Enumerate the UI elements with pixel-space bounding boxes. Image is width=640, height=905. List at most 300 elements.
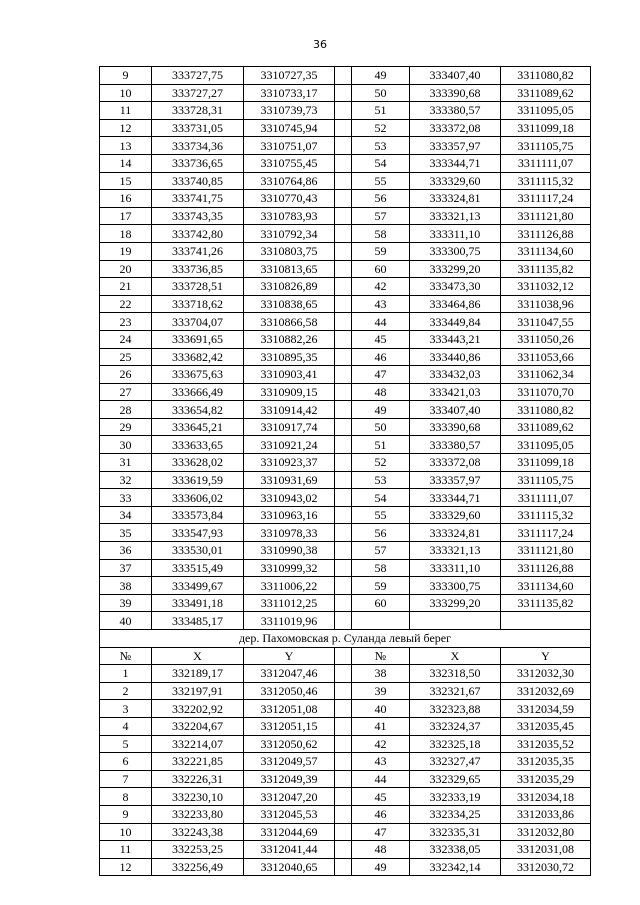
point-number-cell: 50 [352, 418, 410, 436]
point-number-cell: 47 [352, 823, 410, 841]
y-coordinate-cell: 3310963,16 [244, 506, 335, 524]
x-coordinate-cell: 332329,65 [410, 770, 501, 788]
x-coordinate-cell: 333357,97 [410, 137, 501, 155]
point-number-cell: 53 [352, 137, 410, 155]
gap-cell [335, 401, 352, 419]
point-number-cell: 39 [352, 682, 410, 700]
point-number-cell: 26 [100, 366, 152, 384]
point-number-cell: 58 [352, 559, 410, 577]
x-coordinate-cell: 332318,50 [410, 665, 501, 683]
gap-cell [335, 665, 352, 683]
x-coordinate-cell: 333742,80 [152, 225, 244, 243]
x-coordinate-cell: 333421,03 [410, 383, 501, 401]
point-number-cell: 2 [100, 682, 152, 700]
point-number-cell: 14 [100, 154, 152, 172]
point-number-cell: 3 [100, 700, 152, 718]
x-coordinate-cell: 333682,42 [152, 348, 244, 366]
table-row [100, 524, 591, 542]
x-coordinate-cell: 333449,84 [410, 313, 501, 331]
gap-cell [335, 172, 352, 190]
point-number-cell: 12 [100, 858, 152, 876]
table-row [100, 348, 591, 366]
table-row [100, 119, 591, 137]
point-number-cell: 38 [100, 577, 152, 595]
point-number-cell: 11 [100, 841, 152, 859]
y-coordinate-cell: 3311099,18 [501, 119, 591, 137]
y-coordinate-cell: 3310931,69 [244, 471, 335, 489]
gap-cell [335, 524, 352, 542]
x-coordinate-cell: 333619,59 [152, 471, 244, 489]
y-coordinate-cell: 3312051,08 [244, 700, 335, 718]
x-coordinate-cell: 333329,60 [410, 506, 501, 524]
table-row [100, 665, 591, 683]
table-row [100, 154, 591, 172]
x-coordinate-cell: 333743,35 [152, 207, 244, 225]
gap-cell [335, 242, 352, 260]
x-coordinate-cell: 333372,08 [410, 454, 501, 472]
gap-cell [335, 313, 352, 331]
x-coordinate-cell: 333734,36 [152, 137, 244, 155]
x-coordinate-cell: 333628,02 [152, 454, 244, 472]
x-coordinate-cell: 333736,65 [152, 154, 244, 172]
x-coordinate-cell: 332202,92 [152, 700, 244, 718]
y-coordinate-cell: 3311115,32 [501, 506, 591, 524]
point-number-cell: 11 [100, 102, 152, 120]
table-row [100, 471, 591, 489]
y-coordinate-cell: 3310978,33 [244, 524, 335, 542]
point-number-cell: 20 [100, 260, 152, 278]
x-coordinate-cell: 333731,05 [152, 119, 244, 137]
point-number-cell: 43 [352, 753, 410, 771]
y-coordinate-cell: 3312033,86 [501, 805, 591, 823]
gap-cell [335, 366, 352, 384]
table-row [100, 788, 591, 806]
table-row [100, 559, 591, 577]
point-number-cell: 59 [352, 242, 410, 260]
table-row [100, 823, 591, 841]
y-coordinate-cell: 3311070,70 [501, 383, 591, 401]
table-row [100, 366, 591, 384]
x-coordinate-cell: 333344,71 [410, 489, 501, 507]
y-coordinate-cell: 3310764,86 [244, 172, 335, 190]
point-number-cell: 52 [352, 454, 410, 472]
x-coordinate-cell: 333704,07 [152, 313, 244, 331]
point-number-cell: 1 [100, 665, 152, 683]
x-coordinate-cell: 332230,10 [152, 788, 244, 806]
x-coordinate-cell: 333440,86 [410, 348, 501, 366]
gap-cell [335, 295, 352, 313]
table-row [100, 841, 591, 859]
point-number-cell: 23 [100, 313, 152, 331]
gap-cell [335, 559, 352, 577]
y-coordinate-cell: 3311135,82 [501, 260, 591, 278]
table-row [100, 682, 591, 700]
y-coordinate-cell: 3311121,80 [501, 207, 591, 225]
point-number-cell: 59 [352, 577, 410, 595]
point-number-cell: 6 [100, 753, 152, 771]
y-coordinate-cell: 3311012,25 [244, 594, 335, 612]
table-row [100, 436, 591, 454]
point-number-cell: 7 [100, 770, 152, 788]
gap-cell [335, 506, 352, 524]
table-row [100, 260, 591, 278]
x-coordinate-cell: 332197,91 [152, 682, 244, 700]
y-coordinate-cell: 3310733,17 [244, 84, 335, 102]
y-coordinate-cell: 3312030,72 [501, 858, 591, 876]
gap-cell [335, 330, 352, 348]
table-row [100, 542, 591, 560]
gap-cell [335, 489, 352, 507]
y-coordinate-cell: 3311135,82 [501, 594, 591, 612]
table-row [100, 735, 591, 753]
x-coordinate-cell: 333728,31 [152, 102, 244, 120]
x-coordinate-cell: 332243,38 [152, 823, 244, 841]
x-coordinate-cell: 332333,19 [410, 788, 501, 806]
y-coordinate-cell: 3311080,82 [501, 67, 591, 85]
x-coordinate-cell: 332323,88 [410, 700, 501, 718]
point-number-cell: 30 [100, 436, 152, 454]
y-coordinate-cell: 3311111,07 [501, 489, 591, 507]
table-row [100, 594, 591, 612]
point-number-cell: 29 [100, 418, 152, 436]
x-coordinate-cell: 333300,75 [410, 242, 501, 260]
y-coordinate-cell: 3311117,24 [501, 524, 591, 542]
y-coordinate-cell: 3312035,45 [501, 717, 591, 735]
x-coordinate-cell: 333321,13 [410, 542, 501, 560]
point-number-cell: 9 [100, 67, 152, 85]
y-coordinate-cell: 3311095,05 [501, 102, 591, 120]
table-row [100, 102, 591, 120]
point-number-cell: 55 [352, 506, 410, 524]
point-number-cell: 60 [352, 594, 410, 612]
table-row [100, 858, 591, 876]
y-coordinate-cell: 3312035,29 [501, 770, 591, 788]
x-coordinate-cell: 333464,86 [410, 295, 501, 313]
point-number-cell: 40 [352, 700, 410, 718]
y-coordinate-cell: 3312035,52 [501, 735, 591, 753]
gap-cell [335, 278, 352, 296]
page-number: 36 [313, 38, 327, 51]
y-coordinate-cell: 3310866,58 [244, 313, 335, 331]
coordinates-table-body [100, 67, 591, 876]
point-number-cell: 9 [100, 805, 152, 823]
point-number-cell: 46 [352, 348, 410, 366]
gap-cell [335, 805, 352, 823]
point-number-cell: 19 [100, 242, 152, 260]
y-coordinate-cell: 3310923,37 [244, 454, 335, 472]
y-coordinate-cell: 3310770,43 [244, 190, 335, 208]
y-coordinate-cell: 3312044,69 [244, 823, 335, 841]
x-coordinate-cell: 332324,37 [410, 717, 501, 735]
gap-cell [335, 682, 352, 700]
table-row [100, 330, 591, 348]
point-number-cell: 51 [352, 102, 410, 120]
y-coordinate-cell [501, 612, 591, 630]
x-coordinate-cell: 333390,68 [410, 418, 501, 436]
gap-cell [335, 542, 352, 560]
x-coordinate-cell: 333407,40 [410, 401, 501, 419]
gap-cell [335, 383, 352, 401]
point-number-cell: 43 [352, 295, 410, 313]
y-coordinate-cell: 3312032,69 [501, 682, 591, 700]
y-coordinate-cell: 3311121,80 [501, 542, 591, 560]
table-row [100, 717, 591, 735]
x-coordinate-cell: 333299,20 [410, 594, 501, 612]
y-coordinate-cell: 3312047,46 [244, 665, 335, 683]
column-header: № [352, 647, 410, 665]
x-coordinate-cell: 333727,75 [152, 67, 244, 85]
x-coordinate-cell: 333324,81 [410, 190, 501, 208]
y-coordinate-cell: 3311089,62 [501, 418, 591, 436]
x-coordinate-cell: 333633,65 [152, 436, 244, 454]
table-row [100, 242, 591, 260]
point-number-cell: 37 [100, 559, 152, 577]
x-coordinate-cell: 333740,85 [152, 172, 244, 190]
x-coordinate-cell: 332342,14 [410, 858, 501, 876]
y-coordinate-cell: 3312032,30 [501, 665, 591, 683]
y-coordinate-cell: 3311080,82 [501, 401, 591, 419]
x-coordinate-cell: 333491,18 [152, 594, 244, 612]
gap-cell [335, 700, 352, 718]
point-number-cell: 45 [352, 788, 410, 806]
gap-cell [335, 841, 352, 859]
gap-cell [335, 137, 352, 155]
y-coordinate-cell: 3310882,26 [244, 330, 335, 348]
table-row [100, 489, 591, 507]
gap-cell [335, 577, 352, 595]
point-number-cell: 35 [100, 524, 152, 542]
table-row [100, 805, 591, 823]
point-number-cell: 10 [100, 823, 152, 841]
y-coordinate-cell: 3311111,07 [501, 154, 591, 172]
point-number-cell: 42 [352, 278, 410, 296]
y-coordinate-cell: 3310813,65 [244, 260, 335, 278]
point-number-cell: 24 [100, 330, 152, 348]
x-coordinate-cell: 332335,31 [410, 823, 501, 841]
point-number-cell: 47 [352, 366, 410, 384]
column-header: X [410, 647, 501, 665]
point-number-cell: 50 [352, 84, 410, 102]
gap-cell [335, 225, 352, 243]
table-header-row [100, 647, 591, 665]
gap-cell [335, 647, 352, 665]
y-coordinate-cell: 3312032,80 [501, 823, 591, 841]
x-coordinate-cell: 333300,75 [410, 577, 501, 595]
gap-cell [335, 770, 352, 788]
point-number-cell: 17 [100, 207, 152, 225]
y-coordinate-cell: 3310745,94 [244, 119, 335, 137]
x-coordinate-cell: 333530,01 [152, 542, 244, 560]
point-number-cell [352, 612, 410, 630]
x-coordinate-cell: 333473,30 [410, 278, 501, 296]
point-number-cell: 58 [352, 225, 410, 243]
y-coordinate-cell: 3311134,60 [501, 577, 591, 595]
y-coordinate-cell: 3310739,73 [244, 102, 335, 120]
table-row [100, 278, 591, 296]
point-number-cell: 32 [100, 471, 152, 489]
x-coordinate-cell: 333573,84 [152, 506, 244, 524]
point-number-cell: 8 [100, 788, 152, 806]
y-coordinate-cell: 3311105,75 [501, 471, 591, 489]
x-coordinate-cell: 333606,02 [152, 489, 244, 507]
gap-cell [335, 260, 352, 278]
table-row [100, 454, 591, 472]
x-coordinate-cell: 332189,17 [152, 665, 244, 683]
point-number-cell: 21 [100, 278, 152, 296]
gap-cell [335, 84, 352, 102]
gap-cell [335, 418, 352, 436]
x-coordinate-cell: 333675,63 [152, 366, 244, 384]
y-coordinate-cell: 3312040,65 [244, 858, 335, 876]
y-coordinate-cell: 3312041,44 [244, 841, 335, 859]
point-number-cell: 4 [100, 717, 152, 735]
table-row [100, 190, 591, 208]
y-coordinate-cell: 3311050,26 [501, 330, 591, 348]
point-number-cell: 49 [352, 401, 410, 419]
y-coordinate-cell: 3310803,75 [244, 242, 335, 260]
gap-cell [335, 858, 352, 876]
x-coordinate-cell: 332204,67 [152, 717, 244, 735]
gap-cell [335, 190, 352, 208]
y-coordinate-cell: 3312049,39 [244, 770, 335, 788]
point-number-cell: 38 [352, 665, 410, 683]
table-row [100, 612, 591, 630]
gap-cell [335, 753, 352, 771]
table-row [100, 506, 591, 524]
y-coordinate-cell: 3311095,05 [501, 436, 591, 454]
y-coordinate-cell: 3310826,89 [244, 278, 335, 296]
point-number-cell: 56 [352, 524, 410, 542]
table-row [100, 67, 591, 85]
gap-cell [335, 823, 352, 841]
table-row [100, 577, 591, 595]
y-coordinate-cell: 3310903,41 [244, 366, 335, 384]
x-coordinate-cell: 333645,21 [152, 418, 244, 436]
y-coordinate-cell: 3312047,20 [244, 788, 335, 806]
point-number-cell: 5 [100, 735, 152, 753]
gap-cell [335, 154, 352, 172]
point-number-cell: 57 [352, 542, 410, 560]
gap-cell [335, 454, 352, 472]
x-coordinate-cell [410, 612, 501, 630]
point-number-cell: 36 [100, 542, 152, 560]
y-coordinate-cell: 3310751,07 [244, 137, 335, 155]
x-coordinate-cell: 332256,49 [152, 858, 244, 876]
point-number-cell: 34 [100, 506, 152, 524]
y-coordinate-cell: 3311105,75 [501, 137, 591, 155]
point-number-cell: 44 [352, 313, 410, 331]
point-number-cell: 31 [100, 454, 152, 472]
point-number-cell: 45 [352, 330, 410, 348]
point-number-cell: 15 [100, 172, 152, 190]
point-number-cell: 46 [352, 805, 410, 823]
point-number-cell: 10 [100, 84, 152, 102]
y-coordinate-cell: 3312034,18 [501, 788, 591, 806]
table-row [100, 401, 591, 419]
table-row [100, 700, 591, 718]
column-header: Y [501, 647, 591, 665]
point-number-cell: 12 [100, 119, 152, 137]
y-coordinate-cell: 3312050,46 [244, 682, 335, 700]
x-coordinate-cell: 333357,97 [410, 471, 501, 489]
point-number-cell: 48 [352, 841, 410, 859]
table-row [100, 207, 591, 225]
y-coordinate-cell: 3310755,45 [244, 154, 335, 172]
table-row [100, 313, 591, 331]
y-coordinate-cell: 3312031,08 [501, 841, 591, 859]
y-coordinate-cell: 3312035,35 [501, 753, 591, 771]
x-coordinate-cell: 333443,21 [410, 330, 501, 348]
x-coordinate-cell: 333666,49 [152, 383, 244, 401]
point-number-cell: 44 [352, 770, 410, 788]
point-number-cell: 54 [352, 489, 410, 507]
gap-cell [335, 348, 352, 366]
y-coordinate-cell: 3311126,88 [501, 559, 591, 577]
table-row [100, 753, 591, 771]
x-coordinate-cell: 332327,47 [410, 753, 501, 771]
point-number-cell: 13 [100, 137, 152, 155]
gap-cell [335, 612, 352, 630]
section-title: дер. Пахомовская р. Суланда левый берег [100, 630, 591, 648]
x-coordinate-cell: 333344,71 [410, 154, 501, 172]
table-row [100, 418, 591, 436]
y-coordinate-cell: 3310999,32 [244, 559, 335, 577]
x-coordinate-cell: 333741,75 [152, 190, 244, 208]
x-coordinate-cell: 333515,49 [152, 559, 244, 577]
section-title-row [100, 630, 591, 648]
y-coordinate-cell: 3311115,32 [501, 172, 591, 190]
x-coordinate-cell: 333390,68 [410, 84, 501, 102]
y-coordinate-cell: 3310838,65 [244, 295, 335, 313]
y-coordinate-cell: 3312045,53 [244, 805, 335, 823]
point-number-cell: 28 [100, 401, 152, 419]
y-coordinate-cell: 3311038,96 [501, 295, 591, 313]
x-coordinate-cell: 332334,25 [410, 805, 501, 823]
x-coordinate-cell: 333372,08 [410, 119, 501, 137]
x-coordinate-cell: 332226,31 [152, 770, 244, 788]
x-coordinate-cell: 333311,10 [410, 559, 501, 577]
gap-cell [335, 67, 352, 85]
point-number-cell: 60 [352, 260, 410, 278]
gap-cell [335, 717, 352, 735]
x-coordinate-cell: 333736,85 [152, 260, 244, 278]
point-number-cell: 27 [100, 383, 152, 401]
point-number-cell: 42 [352, 735, 410, 753]
y-coordinate-cell: 3311062,34 [501, 366, 591, 384]
x-coordinate-cell: 333407,40 [410, 67, 501, 85]
point-number-cell: 52 [352, 119, 410, 137]
x-coordinate-cell: 333727,27 [152, 84, 244, 102]
table-row [100, 172, 591, 190]
x-coordinate-cell: 333728,51 [152, 278, 244, 296]
y-coordinate-cell: 3311134,60 [501, 242, 591, 260]
x-coordinate-cell: 332325,18 [410, 735, 501, 753]
y-coordinate-cell: 3312034,59 [501, 700, 591, 718]
point-number-cell: 16 [100, 190, 152, 208]
column-header: № [100, 647, 152, 665]
y-coordinate-cell: 3311032,12 [501, 278, 591, 296]
y-coordinate-cell: 3311117,24 [501, 190, 591, 208]
x-coordinate-cell: 332221,85 [152, 753, 244, 771]
coordinates-table [99, 66, 591, 876]
table-row [100, 770, 591, 788]
x-coordinate-cell: 333691,65 [152, 330, 244, 348]
table-row [100, 295, 591, 313]
table-row [100, 84, 591, 102]
column-header: Y [244, 647, 335, 665]
x-coordinate-cell: 333432,03 [410, 366, 501, 384]
gap-cell [335, 735, 352, 753]
